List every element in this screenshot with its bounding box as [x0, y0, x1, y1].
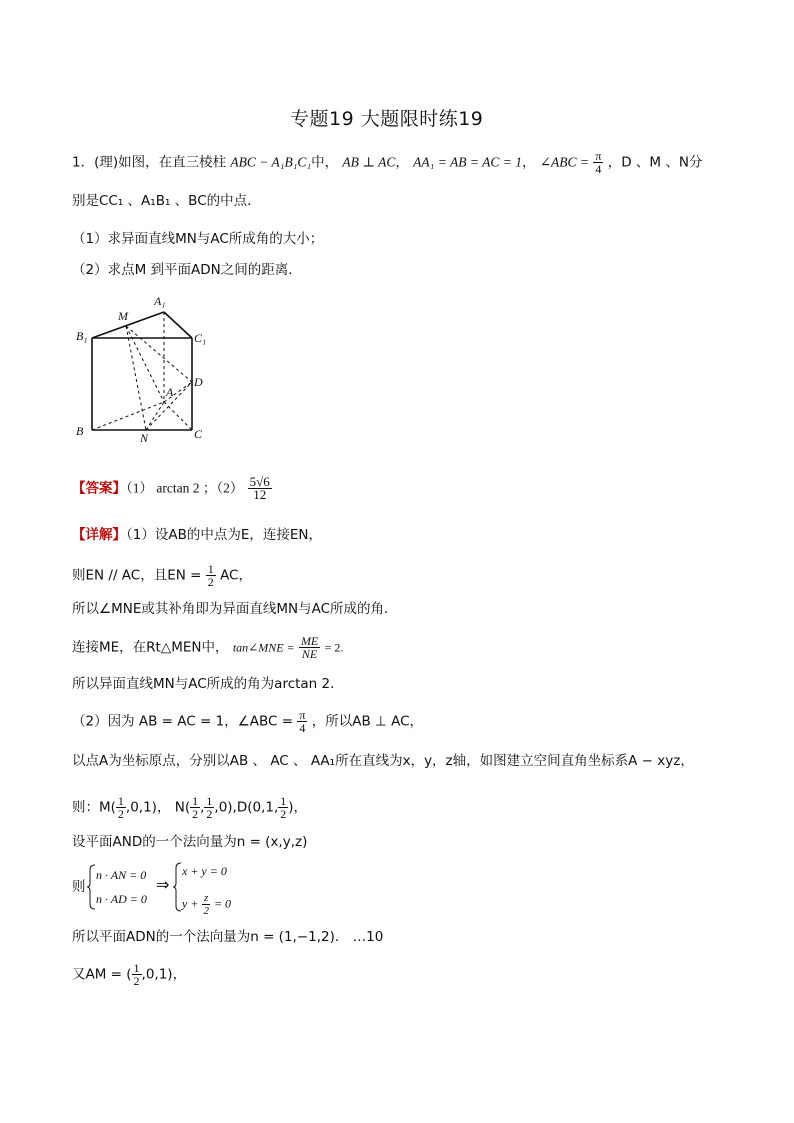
question-2: （2）求点M 到平面ADN之间的距离． [72, 262, 302, 278]
d-z-fraction: $\frac{1}{2}$ [280, 794, 287, 821]
detail-l12a: 又AM = ( [72, 966, 132, 983]
detail-l1: （1）设AB的中点为E，连接EN， [126, 527, 322, 543]
implies-arrow: ⇒ [156, 875, 170, 894]
tan-fraction: $\frac{ME}{NE}$ [300, 634, 319, 661]
label-a1: A₁ [154, 294, 166, 308]
label-d: D [194, 375, 203, 389]
am-fraction: $\frac{1}{2}$ [133, 961, 140, 988]
segment-na [146, 402, 164, 430]
detail-line-1 [72, 526, 322, 544]
prism-figure [70, 290, 220, 450]
n-x-fraction: $\frac{1}{2}$ [192, 794, 199, 821]
question-1: （1）求异面直线MN与AC所成角的大小； [72, 231, 324, 247]
detail-line-4 [72, 635, 343, 660]
detail-line-11: 所以平面ADN的一个法向量为n = (1,−1,2)． …10 [72, 929, 384, 945]
detail-line-2 [72, 563, 252, 588]
system-row-1: n · AN = 0 [96, 868, 147, 882]
detail-l8a: 则：M( [72, 799, 116, 816]
system-row-2: n · AD = 0 [96, 892, 147, 906]
detail-line-3: 所以∠MNE或其补角即为异面直线MN与AC所成的角． [72, 601, 398, 617]
problem-intro-a: 如图，在直三棱柱 [118, 154, 227, 171]
edge-ab [92, 402, 164, 430]
detail-line-5: 所以异面直线MN与AC所成的角为arctan 2． [72, 676, 344, 692]
segment-mn [126, 326, 146, 430]
right-system-brace-icon [172, 862, 182, 912]
answer-fraction: $\frac{5√6}{12}$ [249, 474, 270, 502]
detail-l8c: , [200, 799, 205, 816]
half-fraction: $\frac{1}{2}$ [207, 562, 214, 589]
detail-l4c: = 2. [324, 640, 344, 655]
problem-number: 1．(理) [72, 154, 119, 171]
detail-line-12 [72, 962, 186, 987]
detail-l8e: )， [288, 799, 308, 816]
detail-line-8 [72, 795, 307, 820]
detail-line-9: 设平面AND的一个法向量为n = (x,y,z) [72, 834, 308, 850]
answer-line [72, 476, 272, 501]
n-y-fraction: $\frac{1}{2}$ [206, 794, 213, 821]
label-n: N [140, 431, 149, 445]
angle-fraction-2: $\frac{\pi}{4}$ [299, 708, 306, 735]
label-c1: C₁ [194, 331, 207, 345]
label-b: B [76, 424, 84, 438]
system-eq-2: y + $\frac{z}{2}$ = 0 [182, 892, 232, 917]
detail-l12b: ,0,1)， [141, 966, 187, 983]
edge-a1c1 [164, 312, 192, 338]
problem-line-1: 1．(理)如图，在直三棱柱 ABC − A₁B₁C₁中， AB ⊥ AC， AA₁ = AB = AC = 1， ∠ABC = $\frac{\pi}{4}$ ，D 、M 、N分 [72, 149, 703, 176]
condition-lengths: AA₁ = AB = AC = 1 [413, 154, 522, 170]
detail-l6a: （2）因为 AB = AC = 1，∠ABC = [72, 713, 294, 730]
detail-line-7: 以点A为坐标原点，分别以AB 、 AC 、 AA₁所在直线为x，y，z轴，如图建立空间直角坐标系A − xyz， [72, 753, 694, 769]
answer-tag: 【答案】 [72, 480, 126, 497]
label-c: C [194, 427, 203, 441]
page-title: 专题19 大题限时练19 [290, 108, 484, 130]
system-prefix: 则 [72, 879, 86, 895]
system-eq-1: x + y = 0 [182, 864, 227, 878]
detail-l6b: ，所以AB ⊥ AC， [311, 713, 423, 730]
left-brace-icon [86, 864, 96, 910]
problem-intro-b: 中， [311, 154, 339, 171]
detail-line-6 [72, 709, 423, 734]
m-x-fraction: $\frac{1}{2}$ [117, 794, 124, 821]
condition-perpendicular: AB ⊥ AC [342, 154, 396, 170]
detail-tag: 【详解】 [72, 527, 126, 543]
label-m: M [118, 309, 128, 323]
detail-l2a: 则EN // AC，且EN = [72, 567, 202, 584]
detail-l4a: 连接ME，在Rt△MEN中， [72, 639, 229, 656]
label-b1: B₁ [76, 329, 88, 343]
angle-fraction: $\frac{\pi}{4}$ [595, 149, 602, 176]
condition-angle-lhs: ∠ABC = [539, 154, 590, 170]
detail-l2b: AC， [220, 567, 252, 584]
problem-intro-c: ，D 、M 、N分 [607, 154, 703, 171]
label-a: A [166, 385, 174, 399]
detail-l8d: ,0),D(0,1, [214, 799, 279, 816]
answer-part1: （1） arctan 2 ；（2） [126, 480, 244, 496]
segment-md [126, 326, 192, 382]
detail-l4b: tan∠MNE = [232, 640, 295, 655]
detail-l8b: ,0,1)， N( [125, 799, 191, 816]
prism-name: ABC − A₁B₁C₁ [230, 154, 312, 170]
problem-line-2: 别是CC₁ 、A₁B₁ 、BC的中点． [72, 193, 261, 209]
